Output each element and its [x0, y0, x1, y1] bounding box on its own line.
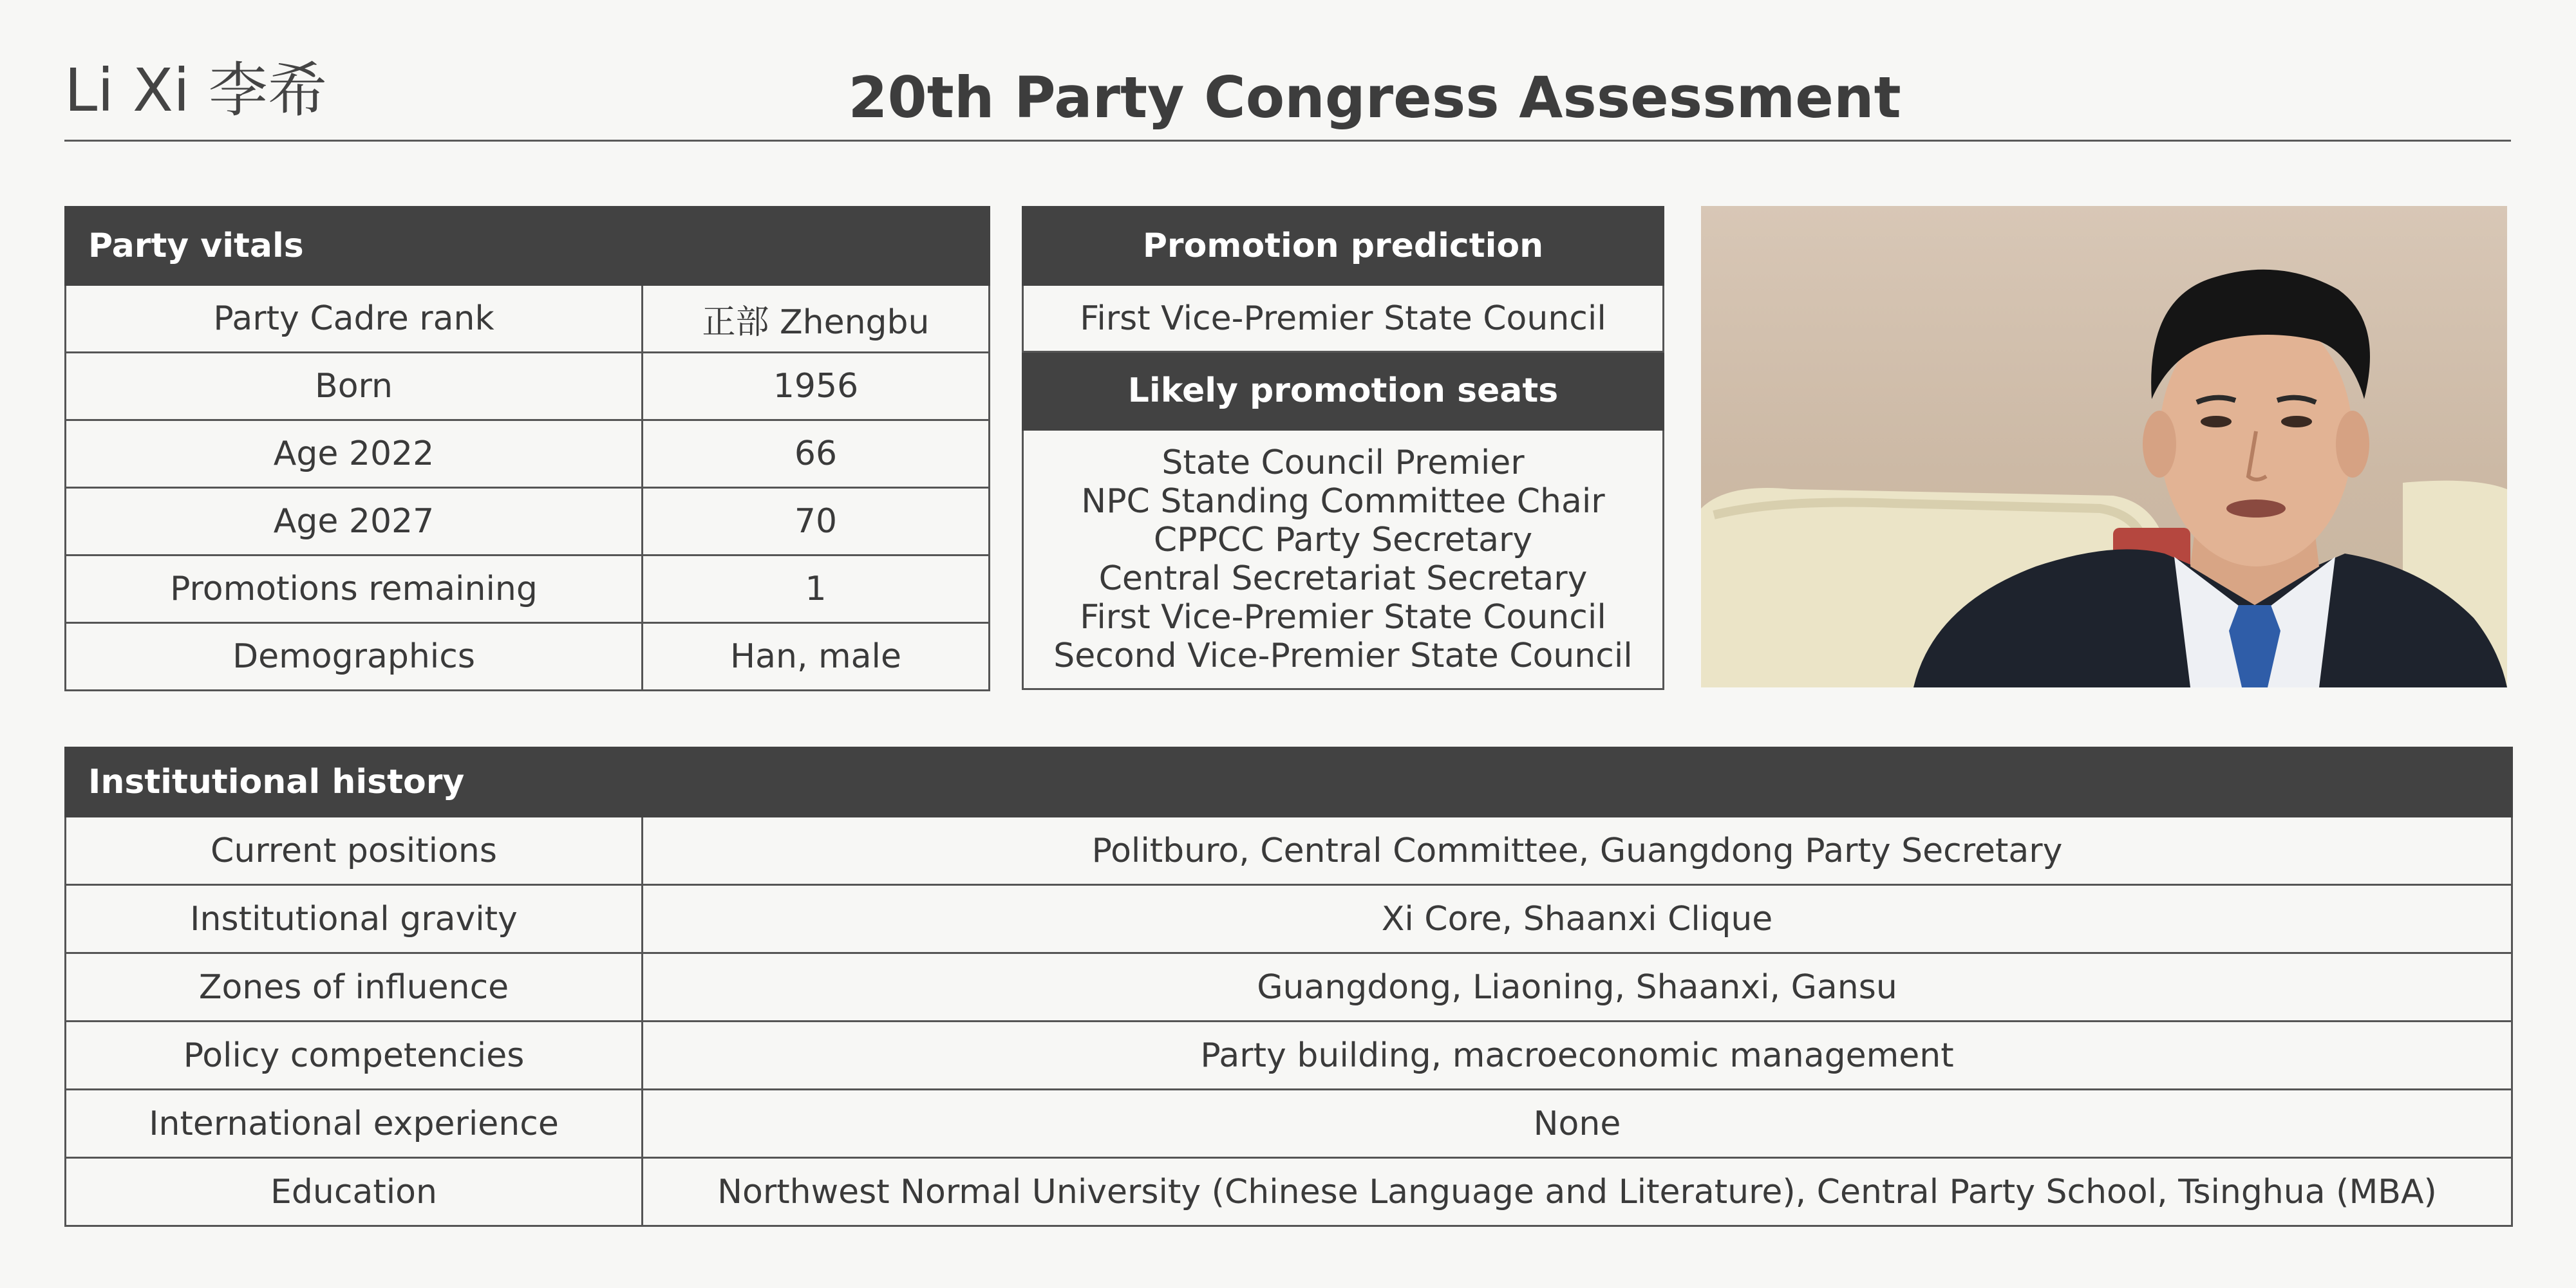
vitals-value: 70 [643, 488, 990, 555]
list-item: State Council Premier [1161, 443, 1525, 482]
list-item: Second Vice-Premier State Council [1053, 637, 1633, 675]
title-divider [64, 140, 2511, 142]
list-item: First Vice-Premier State Council [1080, 598, 1606, 637]
history-label: International experience [66, 1090, 643, 1158]
promotion-table [1022, 206, 1664, 690]
list-item: Central Secretariat Secretary [1098, 559, 1588, 598]
likely-seats-list [1023, 430, 1664, 689]
table-row [66, 1022, 2512, 1090]
vitals-label: Promotions remaining [66, 555, 643, 623]
history-value: Northwest Normal University (Chinese Language and Literature), Central Party School, Tsinghua (MBA) [643, 1158, 2512, 1226]
vitals-label: Demographics [66, 623, 643, 691]
history-label: Education [66, 1158, 643, 1226]
table-row [66, 353, 990, 420]
portrait-photo [1701, 206, 2507, 687]
table-row [66, 1158, 2512, 1226]
list-item: CPPCC Party Secretary [1153, 521, 1533, 559]
history-label: Institutional gravity [66, 885, 643, 953]
promotion-prediction-heading: Promotion prediction [1023, 207, 1664, 285]
vitals-label: Party Cadre rank [66, 285, 643, 353]
vitals-value: 66 [643, 420, 990, 488]
likely-seats-heading: Likely promotion seats [1023, 352, 1664, 430]
history-label: Current positions [66, 817, 643, 885]
history-value: Guangdong, Liaoning, Shaanxi, Gansu [643, 953, 2512, 1022]
history-value: None [643, 1090, 2512, 1158]
promotion-prediction-value: First Vice-Premier State Council [1023, 285, 1664, 352]
table-row [66, 488, 990, 555]
table-row [66, 953, 2512, 1022]
table-row [66, 555, 990, 623]
person-name: Li Xi 李希 [64, 56, 327, 125]
history-value: Xi Core, Shaanxi Clique [643, 885, 2512, 953]
vitals-value: 1 [643, 555, 990, 623]
table-row [66, 623, 990, 691]
party-vitals-heading: Party vitals [66, 207, 990, 285]
vitals-value: Han, male [643, 623, 990, 691]
vitals-value: 1956 [643, 353, 990, 420]
history-value: Party building, macroeconomic management [643, 1022, 2512, 1090]
table-row [66, 885, 2512, 953]
table-row [66, 420, 990, 488]
vitals-label: Age 2022 [66, 420, 643, 488]
institutional-history-heading: Institutional history [66, 748, 2512, 817]
page-title: 20th Party Congress Assessment [848, 64, 1901, 131]
history-label: Policy competencies [66, 1022, 643, 1090]
history-value: Politburo, Central Committee, Guangdong Party Secretary [643, 817, 2512, 885]
party-vitals-table [64, 206, 990, 691]
vitals-value: 正部 Zhengbu [643, 285, 990, 353]
table-row [66, 1090, 2512, 1158]
history-label: Zones of influence [66, 953, 643, 1022]
vitals-label: Age 2027 [66, 488, 643, 555]
table-row [66, 817, 2512, 885]
list-item: NPC Standing Committee Chair [1081, 482, 1605, 521]
table-row [66, 285, 990, 353]
vitals-label: Born [66, 353, 643, 420]
institutional-history-table [64, 747, 2513, 1227]
